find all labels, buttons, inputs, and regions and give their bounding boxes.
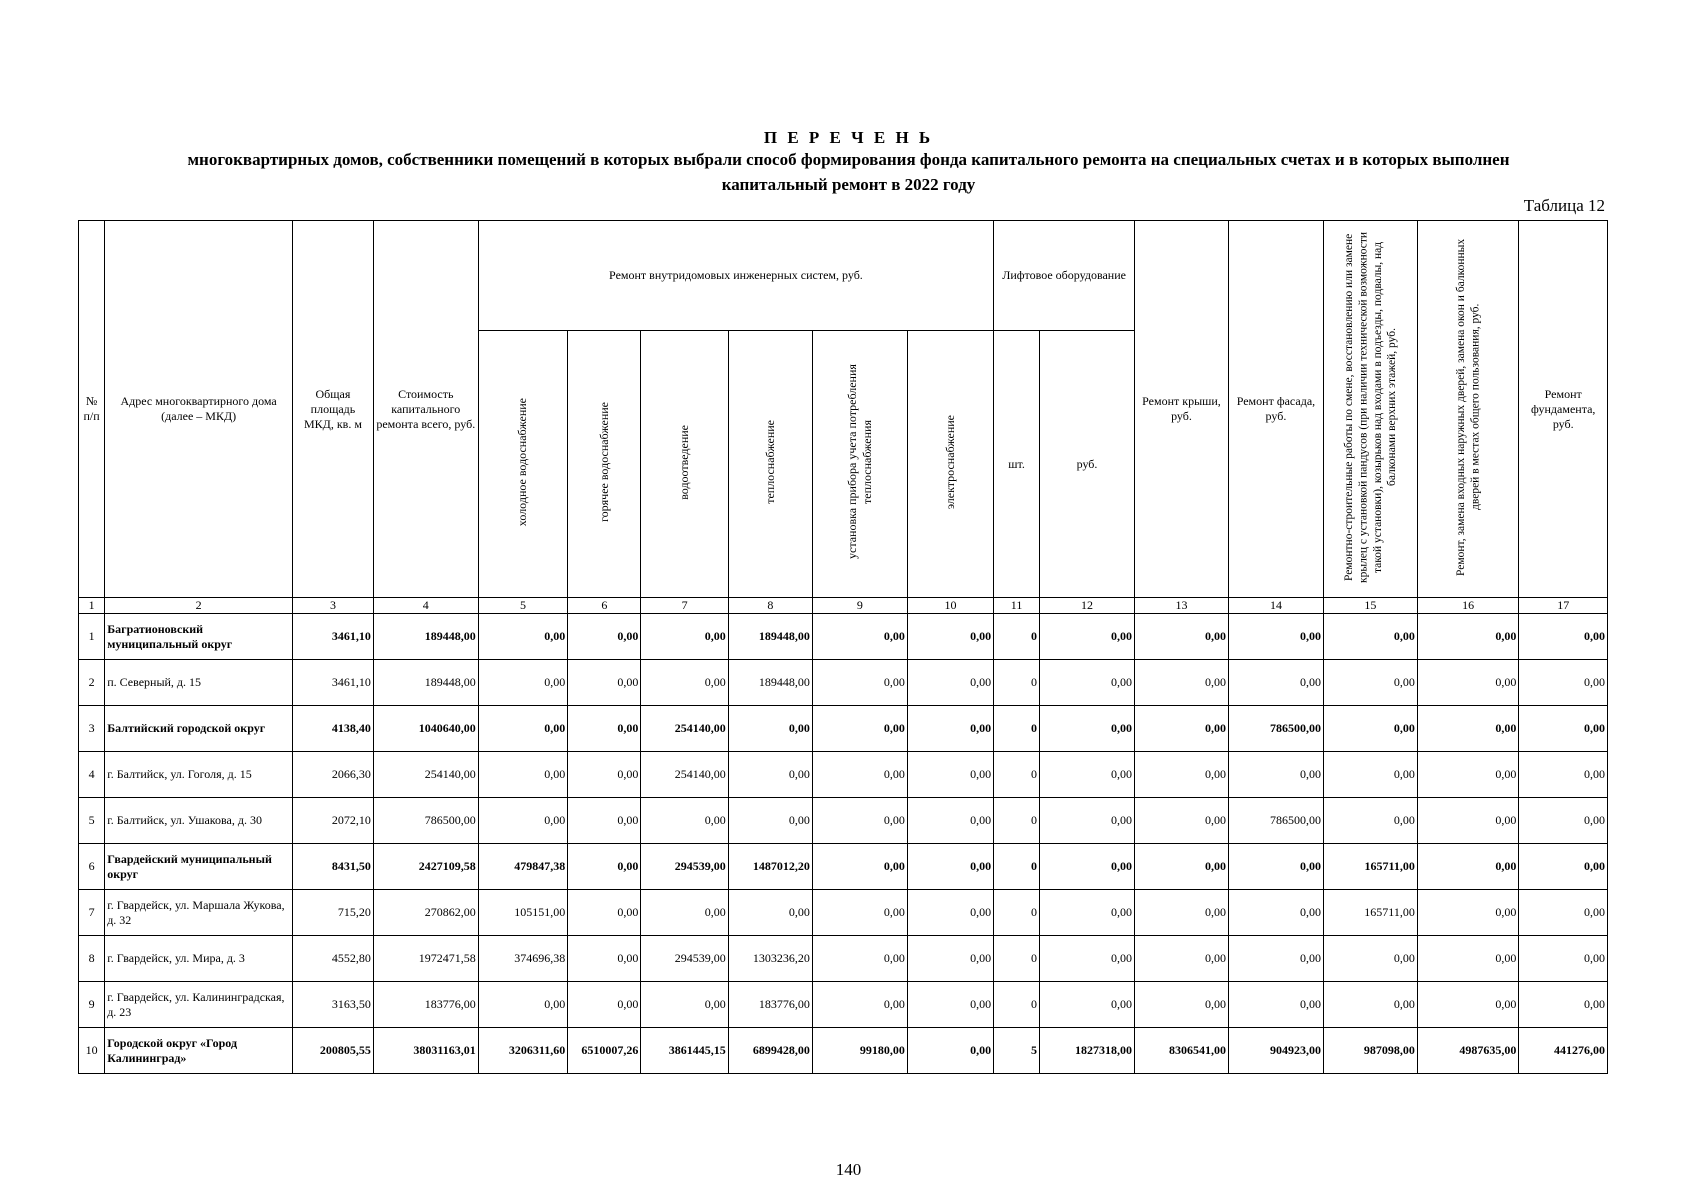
value-cell: 189448,00	[728, 660, 812, 706]
row-number-cell: 3	[79, 706, 105, 752]
header-lift-cost: руб.	[1040, 331, 1135, 598]
column-number: 16	[1417, 598, 1519, 614]
column-number: 15	[1323, 598, 1417, 614]
value-cell: 0,00	[1135, 890, 1229, 936]
row-number-cell: 1	[79, 614, 105, 660]
value-cell: 0,00	[728, 706, 812, 752]
value-cell: 189448,00	[373, 660, 478, 706]
header-cold-water-text: холодное водоснабжение	[515, 397, 530, 527]
value-cell: 3163,50	[293, 982, 374, 1028]
value-cell: 0,00	[1323, 982, 1417, 1028]
value-cell: 0,00	[1519, 706, 1608, 752]
value-cell: 0,00	[1135, 706, 1229, 752]
column-number: 4	[373, 598, 478, 614]
address-cell: Балтийский городской округ	[105, 706, 293, 752]
value-cell: 0	[994, 890, 1040, 936]
value-cell: 4552,80	[293, 936, 374, 982]
value-cell: 0,00	[1519, 936, 1608, 982]
value-cell: 0	[994, 798, 1040, 844]
header-facade: Ремонт фасада, руб.	[1228, 221, 1323, 598]
value-cell: 0,00	[1228, 752, 1323, 798]
row-number-cell: 9	[79, 982, 105, 1028]
value-cell: 0,00	[478, 660, 568, 706]
column-number: 13	[1135, 598, 1229, 614]
value-cell: 2072,10	[293, 798, 374, 844]
value-cell: 0,00	[1040, 982, 1135, 1028]
value-cell: 0,00	[1040, 936, 1135, 982]
value-cell: 0,00	[1040, 752, 1135, 798]
value-cell: 0,00	[1228, 890, 1323, 936]
value-cell: 0,00	[568, 844, 641, 890]
value-cell: 0,00	[1323, 706, 1417, 752]
value-cell: 105151,00	[478, 890, 568, 936]
row-number-cell: 2	[79, 660, 105, 706]
value-cell: 4987635,00	[1417, 1028, 1519, 1074]
header-heating-text: теплоснабжение	[762, 420, 777, 504]
value-cell: 0,00	[907, 982, 993, 1028]
address-cell: г. Гвардейск, ул. Калининградская, д. 23	[105, 982, 293, 1028]
value-cell: 254140,00	[641, 752, 728, 798]
value-cell: 0,00	[1135, 844, 1229, 890]
column-numbers-row	[79, 598, 1608, 614]
table-row	[79, 1028, 1608, 1074]
value-cell: 441276,00	[1519, 1028, 1608, 1074]
value-cell: 0,00	[1519, 890, 1608, 936]
value-cell: 0,00	[812, 706, 907, 752]
value-cell: 165711,00	[1323, 844, 1417, 890]
value-cell: 0,00	[1323, 660, 1417, 706]
value-cell: 0,00	[1417, 936, 1519, 982]
value-cell: 0,00	[568, 706, 641, 752]
value-cell: 0,00	[1519, 660, 1608, 706]
value-cell: 0,00	[812, 614, 907, 660]
column-number: 12	[1040, 598, 1135, 614]
value-cell: 0,00	[1040, 614, 1135, 660]
row-number-cell: 7	[79, 890, 105, 936]
value-cell: 0	[994, 936, 1040, 982]
header-address: Адрес многоквартирного дома (далее – МКД)	[105, 221, 293, 598]
value-cell: 38031163,01	[373, 1028, 478, 1074]
value-cell: 786500,00	[1228, 706, 1323, 752]
header-porches-text: Ремонтно-строительные работы по смене, восстановлению или замене крылец с установкой пандусов (при наличии технической возможности такой установки), козырьков над входами в подъезды, подвалы, над балконами верхних этажей, руб.	[1342, 231, 1398, 583]
column-number: 7	[641, 598, 728, 614]
header-lift-equipment: Лифтовое оборудование	[994, 221, 1135, 331]
value-cell: 0,00	[641, 982, 728, 1028]
header-cold-water	[478, 331, 568, 598]
value-cell: 0,00	[907, 660, 993, 706]
value-cell: 0,00	[641, 798, 728, 844]
value-cell: 2427109,58	[373, 844, 478, 890]
column-number: 2	[105, 598, 293, 614]
value-cell: 8306541,00	[1135, 1028, 1229, 1074]
column-number: 3	[293, 598, 374, 614]
row-number-cell: 6	[79, 844, 105, 890]
value-cell: 0,00	[641, 614, 728, 660]
table-row	[79, 706, 1608, 752]
row-number-cell: 8	[79, 936, 105, 982]
value-cell: 0,00	[1519, 844, 1608, 890]
value-cell: 0,00	[1323, 614, 1417, 660]
value-cell: 0,00	[1040, 660, 1135, 706]
value-cell: 1972471,58	[373, 936, 478, 982]
header-number: № п/п	[79, 221, 105, 598]
address-cell: п. Северный, д. 15	[105, 660, 293, 706]
value-cell: 0	[994, 752, 1040, 798]
value-cell: 0,00	[1323, 752, 1417, 798]
value-cell: 165711,00	[1323, 890, 1417, 936]
value-cell: 0,00	[1040, 890, 1135, 936]
value-cell: 0,00	[641, 660, 728, 706]
table-row	[79, 614, 1608, 660]
value-cell: 0,00	[907, 752, 993, 798]
table-row	[79, 982, 1608, 1028]
value-cell: 0,00	[907, 936, 993, 982]
value-cell: 0,00	[1417, 982, 1519, 1028]
value-cell: 0,00	[1040, 844, 1135, 890]
value-cell: 374696,38	[478, 936, 568, 982]
value-cell: 0,00	[1519, 798, 1608, 844]
value-cell: 0,00	[1135, 982, 1229, 1028]
address-cell: г. Балтийск, ул. Ушакова, д. 30	[105, 798, 293, 844]
value-cell: 786500,00	[373, 798, 478, 844]
table-row	[79, 798, 1608, 844]
value-cell: 0,00	[478, 798, 568, 844]
value-cell: 786500,00	[1228, 798, 1323, 844]
row-number-cell: 5	[79, 798, 105, 844]
value-cell: 0,00	[1040, 706, 1135, 752]
header-foundation: Ремонт фундамента, руб.	[1519, 221, 1608, 598]
value-cell: 0,00	[568, 614, 641, 660]
value-cell: 715,20	[293, 890, 374, 936]
value-cell: 0	[994, 706, 1040, 752]
value-cell: 1487012,20	[728, 844, 812, 890]
value-cell: 0,00	[907, 890, 993, 936]
value-cell: 0,00	[812, 936, 907, 982]
table-row	[79, 890, 1608, 936]
value-cell: 0,00	[1228, 936, 1323, 982]
value-cell: 183776,00	[373, 982, 478, 1028]
value-cell: 0	[994, 982, 1040, 1028]
value-cell: 0,00	[1417, 660, 1519, 706]
value-cell: 0,00	[1417, 890, 1519, 936]
header-total-cost: Стоимость капитального ремонта всего, руб.	[373, 221, 478, 598]
value-cell: 0,00	[478, 982, 568, 1028]
value-cell: 189448,00	[728, 614, 812, 660]
address-cell: г. Гвардейск, ул. Мира, д. 3	[105, 936, 293, 982]
page-number: 140	[835, 1160, 862, 1179]
repair-table	[78, 220, 1608, 1074]
value-cell: 0,00	[1417, 706, 1519, 752]
column-number: 9	[812, 598, 907, 614]
value-cell: 0,00	[1228, 844, 1323, 890]
value-cell: 294539,00	[641, 936, 728, 982]
column-number: 5	[478, 598, 568, 614]
value-cell: 0,00	[812, 890, 907, 936]
header-engineering-systems: Ремонт внутридомовых инженерных систем, руб.	[478, 221, 993, 331]
value-cell: 0	[994, 614, 1040, 660]
header-hot-water-text: горячее водоснабжение	[596, 402, 611, 522]
value-cell: 0,00	[1228, 982, 1323, 1028]
value-cell: 1303236,20	[728, 936, 812, 982]
address-cell: Городской округ «Город Калининград»	[105, 1028, 293, 1074]
table-row	[79, 936, 1608, 982]
value-cell: 0,00	[568, 752, 641, 798]
value-cell: 0,00	[907, 1028, 993, 1074]
value-cell: 0,00	[907, 706, 993, 752]
value-cell: 189448,00	[373, 614, 478, 660]
value-cell: 0,00	[568, 936, 641, 982]
value-cell: 0,00	[1135, 660, 1229, 706]
value-cell: 0,00	[1135, 798, 1229, 844]
value-cell: 99180,00	[812, 1028, 907, 1074]
value-cell: 0,00	[812, 798, 907, 844]
header-doors-windows-text: Ремонт, замена входных наружных дверей, замена окон и балконных дверей в местах общего пользования, руб.	[1454, 238, 1482, 576]
value-cell: 0,00	[478, 752, 568, 798]
value-cell: 0,00	[568, 660, 641, 706]
header-hot-water	[568, 331, 641, 598]
value-cell: 294539,00	[641, 844, 728, 890]
value-cell: 3461,10	[293, 660, 374, 706]
header-heat-meter-text: установка прибора учета потребления теплоснабжения	[844, 364, 874, 560]
table-row	[79, 844, 1608, 890]
value-cell: 0,00	[728, 890, 812, 936]
document-subtitle-line-2: капитальный ремонт в 2022 году	[721, 175, 976, 194]
address-cell: Багратионовский муниципальный округ	[105, 614, 293, 660]
header-drainage	[641, 331, 728, 598]
value-cell: 0,00	[1228, 660, 1323, 706]
value-cell: 8431,50	[293, 844, 374, 890]
value-cell: 0,00	[812, 982, 907, 1028]
value-cell: 4138,40	[293, 706, 374, 752]
value-cell: 0,00	[1417, 752, 1519, 798]
value-cell: 0,00	[907, 798, 993, 844]
value-cell: 0,00	[568, 890, 641, 936]
header-heating	[728, 331, 812, 598]
value-cell: 0,00	[812, 660, 907, 706]
column-number: 6	[568, 598, 641, 614]
header-drainage-text: водоотведение	[677, 424, 692, 500]
value-cell: 6510007,26	[568, 1028, 641, 1074]
address-cell: Гвардейский муниципальный округ	[105, 844, 293, 890]
value-cell: 200805,55	[293, 1028, 374, 1074]
value-cell: 0,00	[907, 614, 993, 660]
header-porches	[1323, 221, 1417, 598]
value-cell: 0,00	[1228, 614, 1323, 660]
document-subtitle-line-1: многоквартирных домов, собственники помещений в которых выбрали способ формирования фонда капитального ремонта на специальных счетах и в которых выполнен	[187, 150, 1510, 169]
value-cell: 0,00	[1135, 752, 1229, 798]
column-number: 8	[728, 598, 812, 614]
value-cell: 0,00	[812, 844, 907, 890]
value-cell: 0,00	[1417, 614, 1519, 660]
value-cell: 0,00	[1519, 982, 1608, 1028]
value-cell: 987098,00	[1323, 1028, 1417, 1074]
value-cell: 1040640,00	[373, 706, 478, 752]
column-number: 14	[1228, 598, 1323, 614]
column-number: 10	[907, 598, 993, 614]
document-title: П Е Р Е Ч Е Н Ь	[763, 128, 934, 147]
column-number: 11	[994, 598, 1040, 614]
value-cell: 183776,00	[728, 982, 812, 1028]
header-heat-meter	[812, 331, 907, 598]
value-cell: 254140,00	[373, 752, 478, 798]
value-cell: 0,00	[1417, 844, 1519, 890]
value-cell: 904923,00	[1228, 1028, 1323, 1074]
value-cell: 254140,00	[641, 706, 728, 752]
value-cell: 1827318,00	[1040, 1028, 1135, 1074]
value-cell: 0,00	[728, 798, 812, 844]
value-cell: 0,00	[478, 706, 568, 752]
value-cell: 2066,30	[293, 752, 374, 798]
column-number: 1	[79, 598, 105, 614]
table-row	[79, 752, 1608, 798]
header-doors-windows	[1417, 221, 1519, 598]
value-cell: 0,00	[568, 798, 641, 844]
row-number-cell: 4	[79, 752, 105, 798]
value-cell: 0,00	[907, 844, 993, 890]
table-row	[79, 660, 1608, 706]
row-number-cell: 10	[79, 1028, 105, 1074]
address-cell: г. Балтийск, ул. Гоголя, д. 15	[105, 752, 293, 798]
value-cell: 3861445,15	[641, 1028, 728, 1074]
value-cell: 0	[994, 844, 1040, 890]
column-number: 17	[1519, 598, 1608, 614]
value-cell: 0,00	[728, 752, 812, 798]
value-cell: 0,00	[1519, 614, 1608, 660]
value-cell: 0,00	[1135, 614, 1229, 660]
value-cell: 479847,38	[478, 844, 568, 890]
header-area: Общая площадь МКД, кв. м	[293, 221, 374, 598]
header-electricity	[907, 331, 993, 598]
value-cell: 0	[994, 660, 1040, 706]
value-cell: 6899428,00	[728, 1028, 812, 1074]
value-cell: 3206311,60	[478, 1028, 568, 1074]
header-electricity-text: электроснабжение	[943, 414, 958, 510]
address-cell: г. Гвардейск, ул. Маршала Жукова, д. 32	[105, 890, 293, 936]
header-roof: Ремонт крыши, руб.	[1135, 221, 1229, 598]
value-cell: 0,00	[1519, 752, 1608, 798]
value-cell: 270862,00	[373, 890, 478, 936]
header-lift-units: шт.	[994, 331, 1040, 598]
value-cell: 0,00	[1135, 936, 1229, 982]
value-cell: 5	[994, 1028, 1040, 1074]
table-number: Таблица 12	[1523, 196, 1605, 215]
value-cell: 0,00	[1040, 798, 1135, 844]
value-cell: 3461,10	[293, 614, 374, 660]
value-cell: 0,00	[1417, 798, 1519, 844]
value-cell: 0,00	[568, 982, 641, 1028]
value-cell: 0,00	[1323, 798, 1417, 844]
value-cell: 0,00	[1323, 936, 1417, 982]
value-cell: 0,00	[478, 614, 568, 660]
value-cell: 0,00	[641, 890, 728, 936]
value-cell: 0,00	[812, 752, 907, 798]
